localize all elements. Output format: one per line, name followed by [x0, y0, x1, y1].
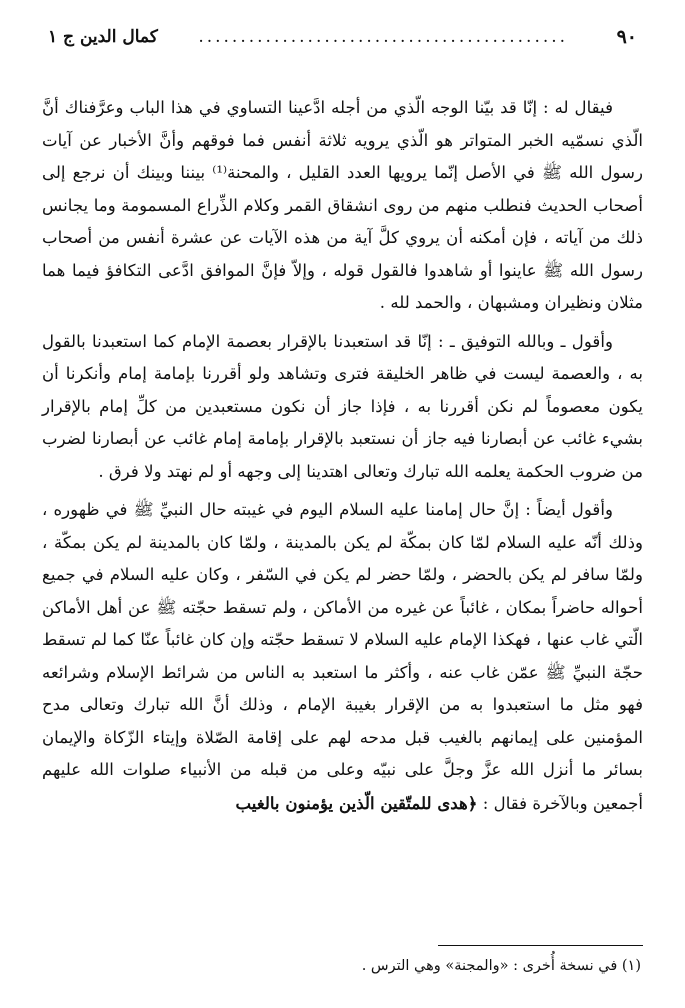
- book-title: كمال الدين ج ١: [48, 27, 158, 47]
- quran-quote: ﴿هدى للمتّقين الّذين يؤمنون بالغيب: [235, 792, 478, 813]
- paragraph-3-text: وأقول أيضاً : إنَّ حال إمامنا عليه السلام اليوم في غيبته حال النبيِّ ﷺ في ظهوره ، وذلك أنّه عليه السلام لمّا كان بمكّة لم يكن بالمدينة ، ولمّا كان بالمدينة لم يكن بمكّة ، ولمّا سافر لم يكن بالحضر ، ولمّا حضر لم يكن في السّفر ، وكان عليه السلام في جميع أحواله حاضراً بمكان ، غائباً عن غيره من الأماكن ، ولم تسقط حجّته ﷺ عن أهل الأماكن الّتي غاب عنها ، فهكذا الإمام عليه السلام لا تسقط حجّته وإن كان غائباً عنّا كما لم تسقط حجّة النبيِّ ﷺ عمّن غاب عنه ، وأكثر ما استعبد به الناس من شرائط الإسلام وشرائعه فهو مثل ما استعبدوا به من الإقرار بغيبة الإمام ، وذلك أنَّ الله تبارك وتعالى مدح المؤمنين على إيمانهم بالغيب قبل مدحه لهم على إقامة الصّلاة وإيتاء الزّكاة والإيمان بسائر ما أنزل الله عزَّ وجلَّ على نبيّه وعلى من قبله من الأنبياء صلوات الله عليهم أجمعين وبالآخرة فقال :: [42, 500, 644, 813]
- paragraph-1-text: فيقال له : إنّا قد بيّنا الوجه الّذي من أجله ادَّعينا التساوي في هذا الباب وعرَّفناك أنَّ الّذي نسمّيه الخبر المتواتر هو الّذي يرويه ثلاثة أنفس فما فوقهم وأنَّ الأخبار عن آيات رسول الله ﷺ في الأصل إنّما يرويها العدد القليل ، والمحنة⁽¹⁾ بيننا وبينك أن نرجع إلى أصحاب الحديث فنطلب منهم من روى انشقاق القمر وكلام الذِّراع المسمومة وما يجانس ذلك من آياته ، فإن أمكنه أن يروي كلَّ آية من هذه الآيات عن عشرة أنفس من أصحاب رسول الله ﷺ عاينوا أو شاهدوا فالقول قوله ، وإلاّ فإنَّ الموافق ادَّعى التكافؤ فيما هما مثلان ونظيران ومشبهان ، والحمد لله .: [42, 98, 643, 312]
- main-text: [42, 92, 643, 826]
- page-number: ٩٠: [616, 26, 637, 48]
- paragraph-2: [42, 326, 643, 489]
- paragraph-2-text: وأقول ـ وبالله التوفيق ـ : إنّا قد استعبدنا بالإقرار بعصمة الإمام كما استعبدنا بالقول به ، والعصمة ليست في ظاهر الخليقة فترى وتشاهد ولو أقررنا بإمامة إمام وأنكرنا أن يكون معصوماً لم نكن أقررنا به ، فإذا جاز أن نكون مستعبدين من كلِّ إمام بالإقرار بشيء غائب عن أبصارنا فيه جاز أن نستعبد بالإقرار بإمامة إمام غائب عن أبصارنا لضرب من ضروب الحكمة يعلمه الله تبارك وتعالى اهتدينا إلى وجهه أو لم نهتد ولا فرق .: [42, 331, 643, 481]
- paragraph-1: [42, 92, 643, 320]
- footnote-divider: [438, 945, 643, 946]
- running-header: [48, 20, 637, 54]
- leader-dots: ............................................: [198, 27, 569, 47]
- footnote: (١) في نسخة أُخرى : «والمجنة» وهي الترس .: [361, 958, 641, 974]
- paragraph-3: [42, 494, 643, 820]
